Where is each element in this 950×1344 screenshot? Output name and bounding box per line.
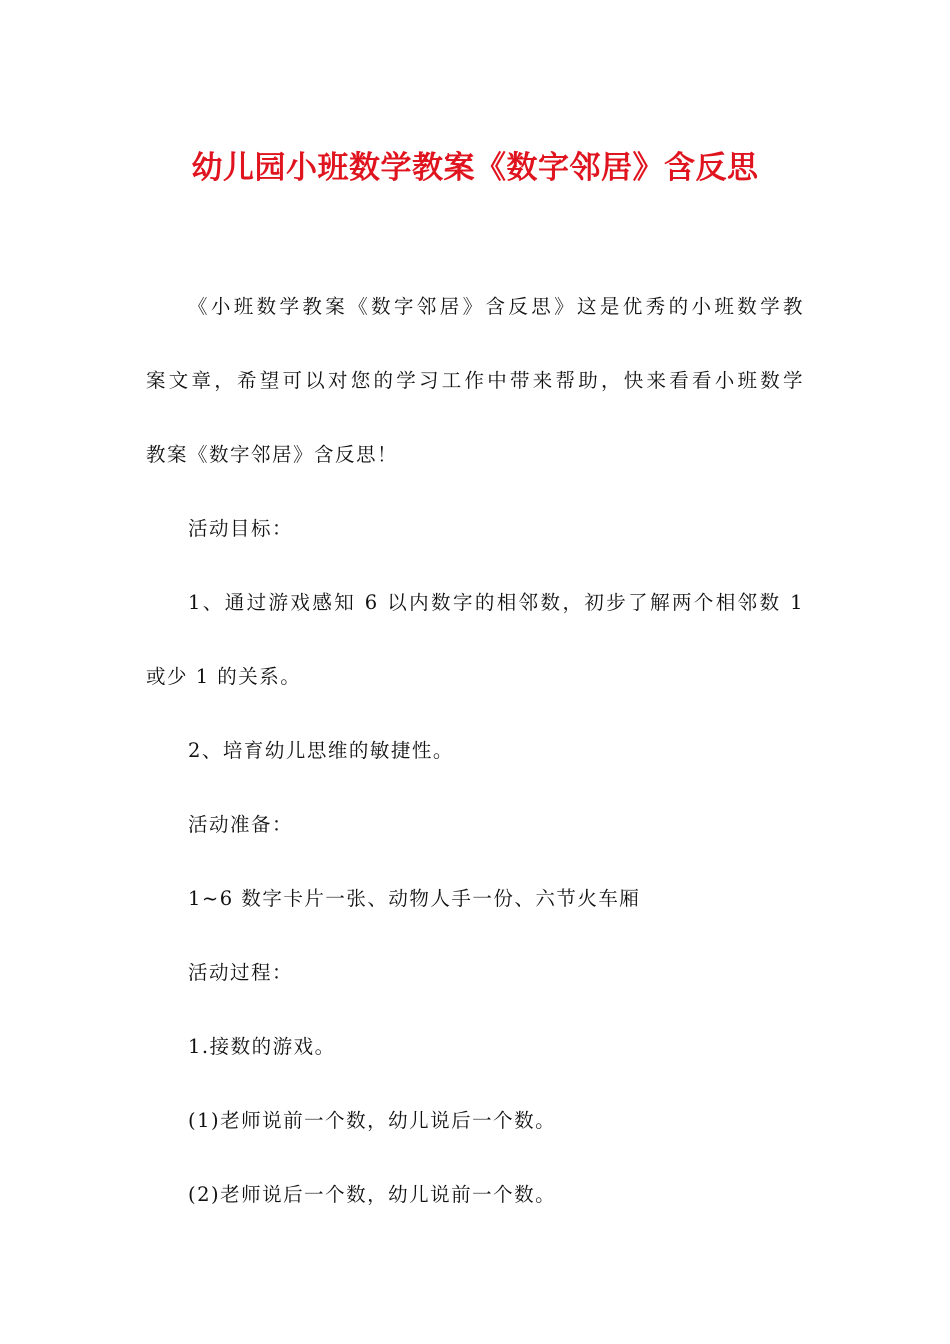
goal-1-line-2: 或少 1 的关系。	[146, 665, 302, 688]
goal-1-line-1: 1、通过游戏感知 6 以内数字的相邻数，初步了解两个相邻数 1	[188, 591, 804, 614]
step-1b: (2)老师说后一个数，幼儿说前一个数。	[188, 1183, 557, 1206]
intro-line-1: 《小班数学教案《数字邻居》含反思》这是优秀的小班数学教	[188, 295, 804, 318]
document-body	[146, 270, 804, 1232]
intro-line-2: 案文章，希望可以对您的学习工作中带来帮助，快来看看小班数学	[146, 369, 804, 392]
step-1: 1.接数的游戏。	[188, 1035, 336, 1058]
document-title: 幼儿园小班数学教案《数字邻居》含反思	[191, 150, 759, 186]
intro-line-3: 教案《数字邻居》含反思！	[146, 443, 399, 466]
step-1a: (1)老师说前一个数，幼儿说后一个数。	[188, 1109, 557, 1132]
prep-heading: 活动准备：	[188, 813, 294, 836]
prep-item: 1~6 数字卡片一张、动物人手一份、六节火车厢	[188, 887, 641, 910]
goals-heading: 活动目标：	[188, 517, 294, 540]
process-heading: 活动过程：	[188, 961, 294, 984]
goal-2: 2、培育幼儿思维的敏捷性。	[188, 739, 454, 762]
